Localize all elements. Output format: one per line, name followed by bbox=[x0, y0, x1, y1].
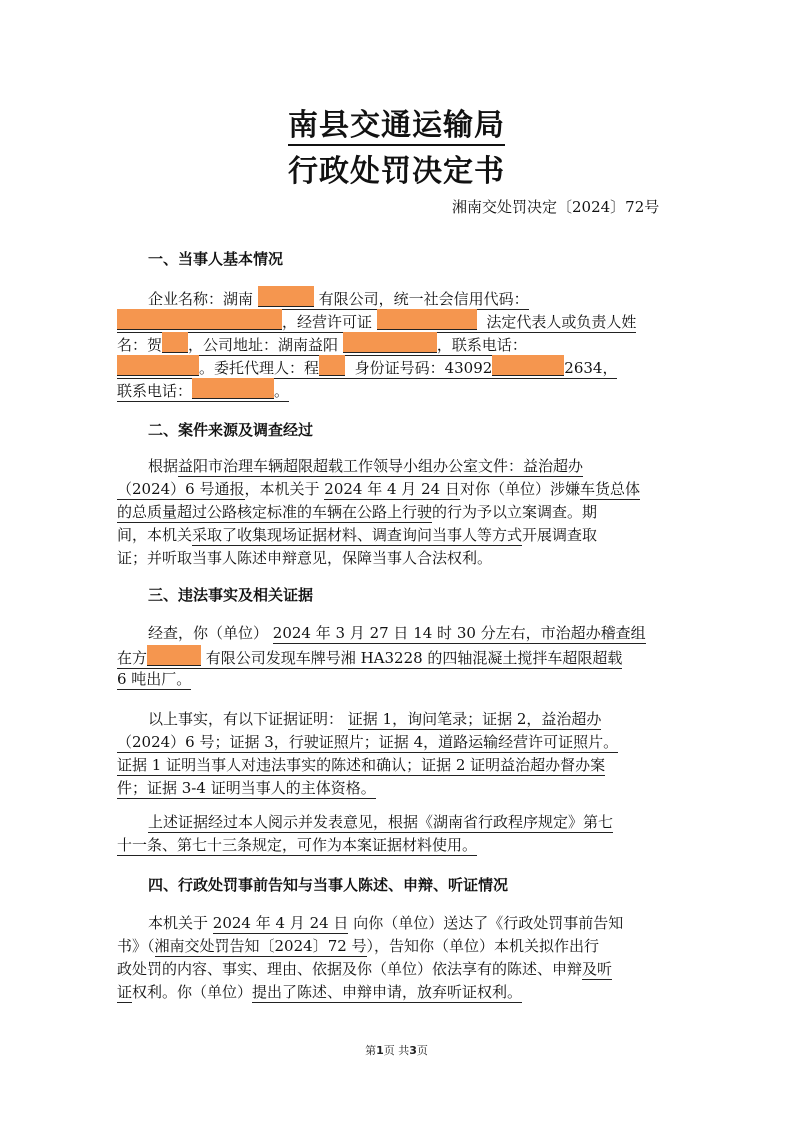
source-line-4: 间，本机关采取了收集现场证据材料、调查询问当事人等方式开展调查取 bbox=[117, 526, 598, 544]
source-line-1: 根据益阳市治理车辆超限超载工作领导小组办公室文件：益治超办 bbox=[148, 457, 584, 475]
document-number: 湘南交处罚决定〔2024〕72号 bbox=[452, 198, 660, 216]
source-line-2: （2024）6 号通报，本机关于 2024 年 4 月 24 日对你（单位）涉嫌车货总体 bbox=[117, 480, 640, 498]
redaction-box bbox=[192, 378, 274, 399]
redaction-box bbox=[377, 309, 477, 330]
agency-title: 南县交通运输局 bbox=[0, 100, 793, 144]
redaction-box bbox=[117, 309, 282, 330]
source-line-5: 证；并听取当事人陈述申辩意见，保障当事人合法权利。 bbox=[117, 549, 493, 567]
facts-line-2: 在方 有限公司发现车牌号湘 HA3228 的四轴混凝土搅拌车超限超载 bbox=[117, 645, 677, 669]
party-line-3: 名：贺 ，公司地址：湖南益阳 ，联系电话： bbox=[117, 332, 677, 356]
facts-line-1: 经查，你（单位） 2024 年 3 月 27 日 14 时 30 分左右，市治超办稽查组 bbox=[148, 624, 646, 642]
notice-line-4: 证权利。你（单位）提出了陈述、申辩申请，放弃听证权利。 bbox=[117, 983, 523, 1001]
redaction-box bbox=[147, 645, 201, 666]
redaction-box bbox=[319, 355, 345, 376]
party-line-2: ，经营许可证 法定代表人或负责人姓 bbox=[117, 309, 677, 333]
evidence-line-3: 证据 1 证明当事人对违法事实的陈述和确认；证据 2 证明益治超办督办案 bbox=[117, 756, 606, 774]
party-line-5: 联系电话： 。 bbox=[117, 378, 677, 402]
redaction-box bbox=[117, 355, 199, 376]
source-line-3: 的总质量超过公路核定标准的车辆在公路上行驶的行为予以立案调查。期 bbox=[117, 503, 598, 521]
redaction-box bbox=[343, 332, 437, 353]
notice-line-2: 书》（湘南交处罚告知〔2024〕72 号），告知你（单位）本机关拟作出行 bbox=[117, 937, 600, 955]
section-4-heading: 四、行政处罚事前告知与当事人陈述、申辩、听证情况 bbox=[148, 876, 509, 894]
notice-line-3: 政处罚的内容、事实、理由、依据及你（单位）依法享有的陈述、申辩及听 bbox=[117, 960, 613, 978]
document-type-title: 行政处罚决定书 bbox=[288, 154, 505, 189]
evidence-review-line-1: 上述证据经过本人阅示并发表意见，根据《湖南省行政程序规定》第七 bbox=[148, 813, 614, 831]
evidence-review-line-2: 十一条、第七十三条规定，可作为本案证据材料使用。 bbox=[117, 836, 478, 854]
party-line-4: 。委托代理人：程 身份证号码：43092 2634， bbox=[117, 355, 677, 379]
notice-line-1: 本机关于 2024 年 4 月 24 日 向你（单位）送达了《行政处罚事前告知 bbox=[148, 914, 624, 932]
facts-line-3: 6 吨出厂。 bbox=[117, 670, 192, 688]
evidence-line-4: 件；证据 3-4 证明当事人的主体资格。 bbox=[117, 779, 376, 797]
redaction-box bbox=[162, 332, 188, 353]
section-3-heading: 三、违法事实及相关证据 bbox=[148, 586, 314, 604]
section-2-heading: 二、案件来源及调查经过 bbox=[148, 421, 314, 439]
section-1-heading: 一、当事人基本情况 bbox=[148, 250, 284, 268]
redaction-box bbox=[258, 286, 314, 307]
evidence-line-1: 以上事实，有以下证据证明： 证据 1，询问笔录；证据 2，益治超办 bbox=[148, 710, 602, 728]
party-line-1: 企业名称：湖南 有限公司，统一社会信用代码： bbox=[148, 286, 668, 310]
evidence-line-2: （2024）6 号；证据 3，行驶证照片；证据 4，道路运输经营许可证照片。 bbox=[117, 733, 619, 751]
page-footer: 第1页 共3页 bbox=[365, 1044, 428, 1057]
redaction-box bbox=[492, 355, 564, 376]
